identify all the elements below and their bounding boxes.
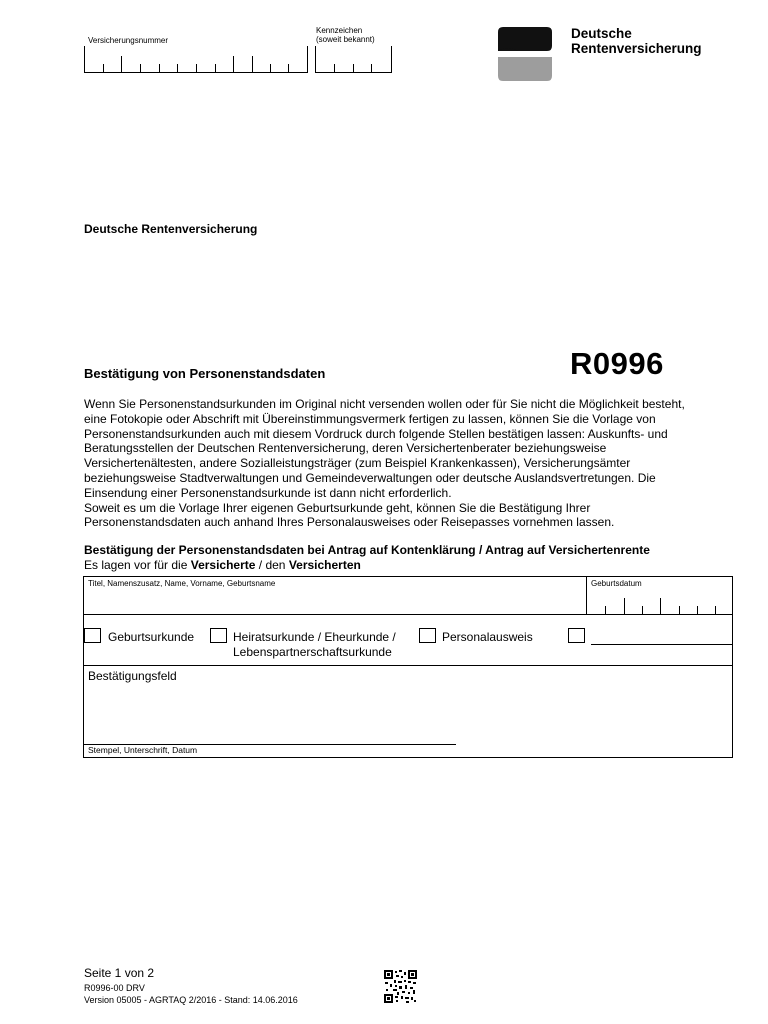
birthdate-field[interactable]: [586, 577, 733, 614]
intro-text: [84, 397, 734, 530]
intro-line: Wenn Sie Personenstandsurkunden im Original nicht versenden wollen oder für Sie nicht die Möglichkeit besteht,: [84, 397, 685, 411]
page-number: Seite 1 von 2: [84, 966, 155, 980]
identifier-label: Kennzeichen (soweit bekannt): [316, 26, 375, 44]
confirmation-field[interactable]: [84, 685, 732, 743]
name-input[interactable]: [84, 587, 584, 613]
identifier-field[interactable]: [315, 46, 392, 73]
intro-line: Versichertenältesten, andere Sozialleistungsträger (zum Beispiel Krankenkassen), Versicherungsämter: [84, 456, 631, 471]
checkbox-marriage-certificate[interactable]: [210, 628, 227, 643]
confirmation-form: [83, 576, 733, 758]
intro-line: Personenstandsdaten auch anhand Ihres Personalausweises oder Reisepasses vornehmen lassen.: [84, 515, 615, 530]
checkbox-id-card[interactable]: [419, 628, 436, 643]
checkbox-label: Personalausweis: [442, 630, 533, 644]
document-type-row: [84, 614, 732, 666]
insurance-number-field[interactable]: [84, 46, 308, 73]
intro-line: beziehungsweise Stadtverwaltungen und Gemeindeverwaltungen oder deutsche Auslandsvertretungen. Die: [84, 470, 656, 485]
confirmation-field-label: Bestätigungsfeld: [88, 669, 177, 683]
section-subheading: Es lagen vor für die Versicherte / den Versicherten: [84, 558, 361, 572]
section-heading: Bestätigung der Personenstandsdaten bei Antrag auf Kontenklärung / Antrag auf Versichertenrente: [84, 543, 650, 557]
intro-line: eine Fotokopie oder Abschrift mit Übereinstimmungsvermerk fertigen zu lassen, können Sie die Vorlage von: [84, 411, 656, 426]
form-code: R0996-00 DRV: [84, 983, 145, 993]
intro-line: Personenstandsurkunden auch mit diesem Vordruck durch folgende Stellen bestätigen lassen: Auskunfts- und: [84, 426, 668, 441]
other-document-input[interactable]: [591, 644, 733, 645]
checkbox-label: Geburtsurkunde: [108, 630, 195, 644]
checkbox-other[interactable]: [568, 628, 585, 643]
form-number: R0996: [570, 346, 664, 381]
intro-line: Einsendung einer Personenstandsurkunde ist dann nicht erforderlich.: [84, 485, 452, 500]
drv-logo-icon: [498, 27, 552, 81]
birthdate-label: Geburtsdatum: [591, 579, 642, 588]
form-version: Version 05005 - AGRTAQ 2/2016 - Stand: 14.06.2016: [84, 995, 298, 1005]
checkbox-label: Heiratsurkunde / Eheurkunde / Lebenspartnerschaftsurkunde: [233, 630, 396, 659]
intro-line: Beratungsstellen der Deutschen Rentenversicherung, deren Versichertenberater beziehungsweise: [84, 441, 607, 456]
qr-code-icon: [384, 970, 417, 1003]
recipient-address: Deutsche Rentenversicherung: [84, 222, 258, 236]
signature-label: Stempel, Unterschrift, Datum: [88, 745, 198, 755]
page-title: Bestätigung von Personenstandsdaten: [84, 366, 326, 381]
drv-logo-text: Deutsche Rentenversicherung: [571, 26, 702, 56]
checkbox-birth-certificate[interactable]: [84, 628, 101, 643]
name-row: [84, 577, 732, 615]
intro-line: Soweit es um die Vorlage Ihrer eigenen Geburtsurkunde geht, können Sie die Bestätigung Ihrer: [84, 500, 591, 515]
insurance-number-label: Versicherungsnummer: [88, 36, 169, 45]
name-field-label: Titel, Namenszusatz, Name, Vorname, Geburtsname: [88, 579, 276, 588]
